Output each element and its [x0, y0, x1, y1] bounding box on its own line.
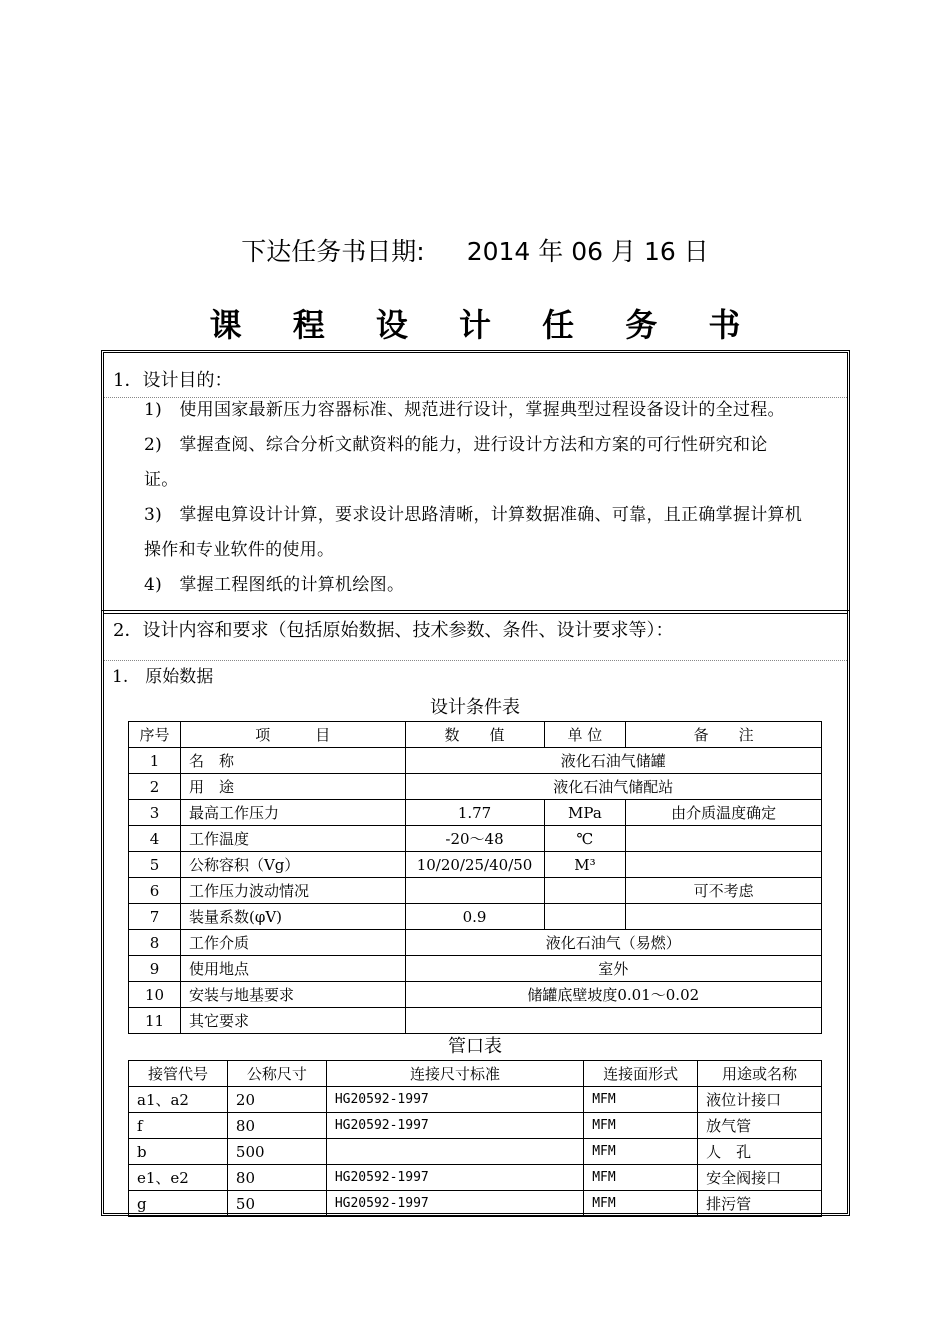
- table-row: [129, 1113, 822, 1139]
- nozzle-face: MFM: [584, 1113, 698, 1139]
- table-header-row: [129, 1061, 822, 1087]
- row-value: [405, 878, 544, 904]
- row-item: 安装与地基要求: [180, 982, 405, 1008]
- conditions-table: [128, 721, 822, 1034]
- nozzle-code: a1、a2: [129, 1087, 228, 1113]
- task-date-line: [0, 232, 950, 268]
- row-item: 工作介质: [180, 930, 405, 956]
- nozzle-purpose: 安全阀接口: [698, 1165, 822, 1191]
- nozzle-size: 500: [227, 1139, 326, 1165]
- nozzle-face: MFM: [584, 1191, 698, 1217]
- column-header: 单 位: [544, 722, 626, 748]
- nozzle-standard: HG20592-1997: [326, 1087, 583, 1113]
- nozzle-standard: [326, 1139, 583, 1165]
- table-row: [129, 852, 822, 878]
- section1-items: [144, 393, 844, 603]
- table-row: [129, 1087, 822, 1113]
- row-note: 由介质温度确定: [626, 800, 822, 826]
- row-value: 0.9: [405, 904, 544, 930]
- row-value: 1.77: [405, 800, 544, 826]
- nozzle-purpose: 放气管: [698, 1113, 822, 1139]
- column-header: 序号: [129, 722, 181, 748]
- document-title: 课 程 设 计 任 务 书: [209, 306, 761, 344]
- table-row: [129, 1191, 822, 1217]
- row-merged-value: 液化石油气（易燃）: [405, 930, 821, 956]
- purpose-line-1: 1) 使用国家最新压力容器标准、规范进行设计，掌握典型过程设备设计的全过程。: [144, 400, 785, 420]
- purpose-line-5: 操作和专业软件的使用。: [144, 540, 335, 560]
- nozzle-standard: HG20592-1997: [326, 1165, 583, 1191]
- column-header: 连接尺寸标准: [326, 1061, 583, 1087]
- nozzle-face: MFM: [584, 1165, 698, 1191]
- row-number: 1: [129, 748, 181, 774]
- section2-heading: 2．设计内容和要求（包括原始数据、技术参数、条件、设计要求等）：: [113, 620, 674, 641]
- table-row: [129, 956, 822, 982]
- row-unit: [544, 878, 626, 904]
- column-header: 备 注: [626, 722, 822, 748]
- nozzle-standard: HG20592-1997: [326, 1191, 583, 1217]
- date-value: 2014 年 06 月 16 日: [466, 237, 709, 266]
- row-number: 6: [129, 878, 181, 904]
- column-header: 数 值: [405, 722, 544, 748]
- nozzle-table: [128, 1060, 822, 1217]
- row-number: 7: [129, 904, 181, 930]
- purpose-line-3: 证。: [144, 470, 179, 490]
- row-merged-value: 液化石油气储罐: [405, 748, 821, 774]
- divider: [104, 660, 847, 661]
- row-note: [626, 904, 822, 930]
- row-item: 工作温度: [180, 826, 405, 852]
- nozzle-face: MFM: [584, 1139, 698, 1165]
- column-header: 连接面形式: [584, 1061, 698, 1087]
- row-merged-value: 室外: [405, 956, 821, 982]
- table-row: [129, 748, 822, 774]
- row-note: 可不考虑: [626, 878, 822, 904]
- table-row: [129, 878, 822, 904]
- conditions-table-caption: 设计条件表: [430, 697, 520, 718]
- nozzle-purpose: 人 孔: [698, 1139, 822, 1165]
- table-row: [129, 904, 822, 930]
- nozzle-table-caption: 管口表: [448, 1036, 502, 1057]
- table-row: [129, 774, 822, 800]
- nozzle-face: MFM: [584, 1087, 698, 1113]
- nozzle-purpose: 排污管: [698, 1191, 822, 1217]
- nozzle-code: e1、e2: [129, 1165, 228, 1191]
- row-unit: ℃: [544, 826, 626, 852]
- table-row: [129, 826, 822, 852]
- column-header: 公称尺寸: [227, 1061, 326, 1087]
- row-number: 9: [129, 956, 181, 982]
- nozzle-size: 80: [227, 1113, 326, 1139]
- row-number: 2: [129, 774, 181, 800]
- row-merged-value: 液化石油气储配站: [405, 774, 821, 800]
- row-note: [626, 826, 822, 852]
- nozzle-code: b: [129, 1139, 228, 1165]
- section-divider-inner: [103, 613, 848, 614]
- row-merged-value: [405, 1008, 821, 1034]
- row-item: 公称容积（Vg）: [180, 852, 405, 878]
- table-header-row: [129, 722, 822, 748]
- nozzle-code: g: [129, 1191, 228, 1217]
- row-value: -20～48: [405, 826, 544, 852]
- nozzle-size: 20: [227, 1087, 326, 1113]
- row-item: 最高工作压力: [180, 800, 405, 826]
- row-unit: [544, 904, 626, 930]
- table-row: [129, 930, 822, 956]
- nozzle-purpose: 液位计接口: [698, 1087, 822, 1113]
- row-note: [626, 852, 822, 878]
- row-unit: M³: [544, 852, 626, 878]
- row-number: 10: [129, 982, 181, 1008]
- raw-data-heading: 1. 原始数据: [112, 667, 214, 687]
- purpose-line-2: 2) 掌握查阅、综合分析文献资料的能力，进行设计方法和方案的可行性研究和论: [144, 435, 768, 455]
- nozzle-size: 50: [227, 1191, 326, 1217]
- nozzle-standard: HG20592-1997: [326, 1113, 583, 1139]
- row-item: 其它要求: [180, 1008, 405, 1034]
- row-item: 名 称: [180, 748, 405, 774]
- row-number: 4: [129, 826, 181, 852]
- row-merged-value: 储罐底壁坡度0.01～0.02: [405, 982, 821, 1008]
- purpose-line-6: 4) 掌握工程图纸的计算机绘图。: [144, 575, 405, 595]
- row-number: 8: [129, 930, 181, 956]
- nozzle-size: 80: [227, 1165, 326, 1191]
- table-row: [129, 800, 822, 826]
- row-item: 使用地点: [180, 956, 405, 982]
- row-item: 用 途: [180, 774, 405, 800]
- table-row: [129, 1139, 822, 1165]
- table-row: [129, 982, 822, 1008]
- row-number: 11: [129, 1008, 181, 1034]
- column-header: 接管代号: [129, 1061, 228, 1087]
- table-row: [129, 1008, 822, 1034]
- row-item: 装量系数(φV): [180, 904, 405, 930]
- section-divider: [101, 610, 850, 611]
- purpose-line-4: 3) 掌握电算设计计算，要求设计思路清晰，计算数据准确、可靠，且正确掌握计算机: [144, 505, 803, 525]
- column-header: 用途或名称: [698, 1061, 822, 1087]
- row-value: 10/20/25/40/50: [405, 852, 544, 878]
- date-label: 下达任务书日期:: [241, 237, 425, 266]
- table-row: [129, 1165, 822, 1191]
- row-unit: MPa: [544, 800, 626, 826]
- row-number: 5: [129, 852, 181, 878]
- row-number: 3: [129, 800, 181, 826]
- column-header: 项 目: [180, 722, 405, 748]
- nozzle-code: f: [129, 1113, 228, 1139]
- section1-heading: 1．设计目的：: [113, 370, 233, 391]
- row-item: 工作压力波动情况: [180, 878, 405, 904]
